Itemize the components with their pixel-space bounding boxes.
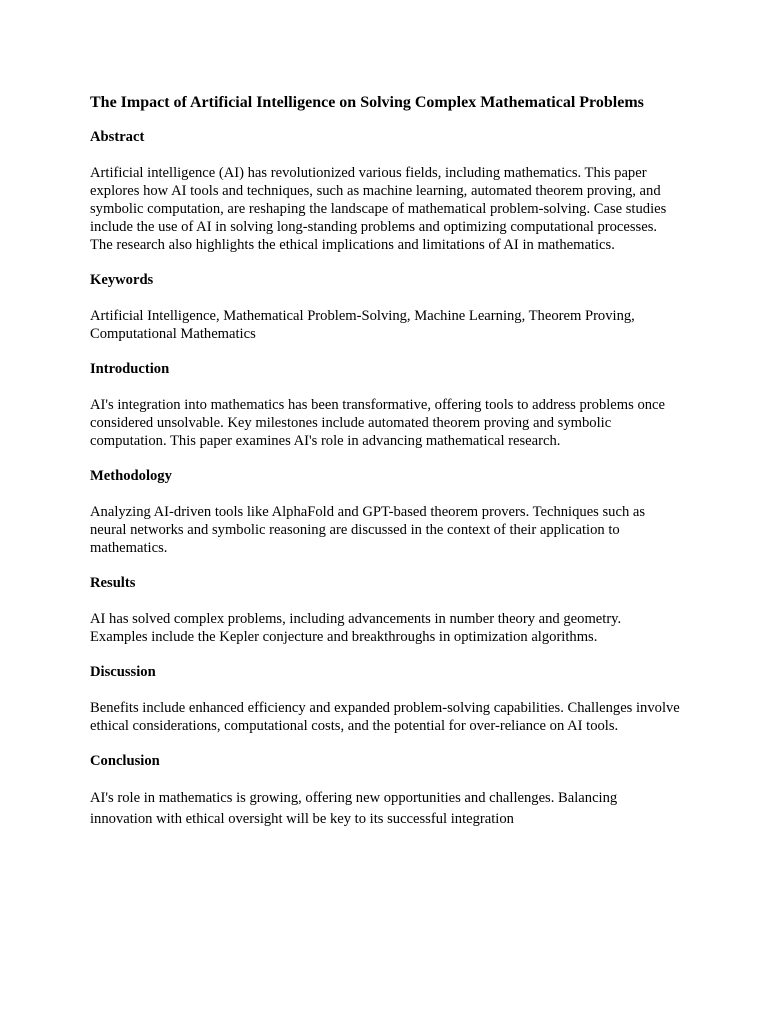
section-discussion	[90, 663, 680, 735]
section-body: Artificial Intelligence, Mathematical Problem-Solving, Machine Learning, Theorem Proving, Computational Mathematics	[90, 308, 635, 342]
section-abstract	[90, 128, 680, 254]
section-heading: Introduction	[90, 361, 170, 377]
section-heading: Keywords	[90, 272, 154, 288]
document-title: The Impact of Artificial Intelligence on Solving Complex Mathematical Problems	[90, 94, 644, 111]
document-page	[90, 92, 680, 847]
section-heading: Discussion	[90, 664, 156, 680]
section-heading: Methodology	[90, 468, 172, 484]
section-body: AI's role in mathematics is growing, offering new opportunities and challenges. Balancing innovation with ethical oversight will be key to its successful integration	[90, 790, 618, 827]
section-heading: Conclusion	[90, 753, 160, 769]
section-body: Benefits include enhanced efficiency and expanded problem-solving capabilities. Challenges involve ethical considerations, computational costs, and the potential for over-reliance on AI tools.	[90, 700, 680, 734]
section-body: AI has solved complex problems, including advancements in number theory and geometry. Examples include the Kepler conjecture and breakthroughs in optimization algorithms.	[90, 611, 622, 645]
section-body: Artificial intelligence (AI) has revolutionized various fields, including mathematics. This paper explores how AI tools and techniques, such as machine learning, automated theorem proving, and symbolic computation, are reshaping the landscape of mathematical problem-solving. Case studies include the use of AI in solving long-standing problems and optimizing computational processes. The research also highlights the ethical implications and limitations of AI in mathematics.	[90, 165, 667, 253]
section-heading: Abstract	[90, 129, 145, 145]
section-methodology	[90, 467, 680, 557]
section-keywords	[90, 271, 680, 343]
section-results	[90, 574, 680, 646]
section-heading: Results	[90, 575, 136, 591]
section-introduction	[90, 360, 680, 450]
section-body: AI's integration into mathematics has been transformative, offering tools to address problems once considered unsolvable. Key milestones include automated theorem proving and symbolic computation. This paper examines AI's role in advancing mathematical research.	[90, 397, 666, 449]
section-conclusion	[90, 752, 680, 830]
section-body: Analyzing AI-driven tools like AlphaFold and GPT-based theorem provers. Techniques such as neural networks and symbolic reasoning are discussed in the context of their application to mathematics.	[90, 504, 646, 556]
